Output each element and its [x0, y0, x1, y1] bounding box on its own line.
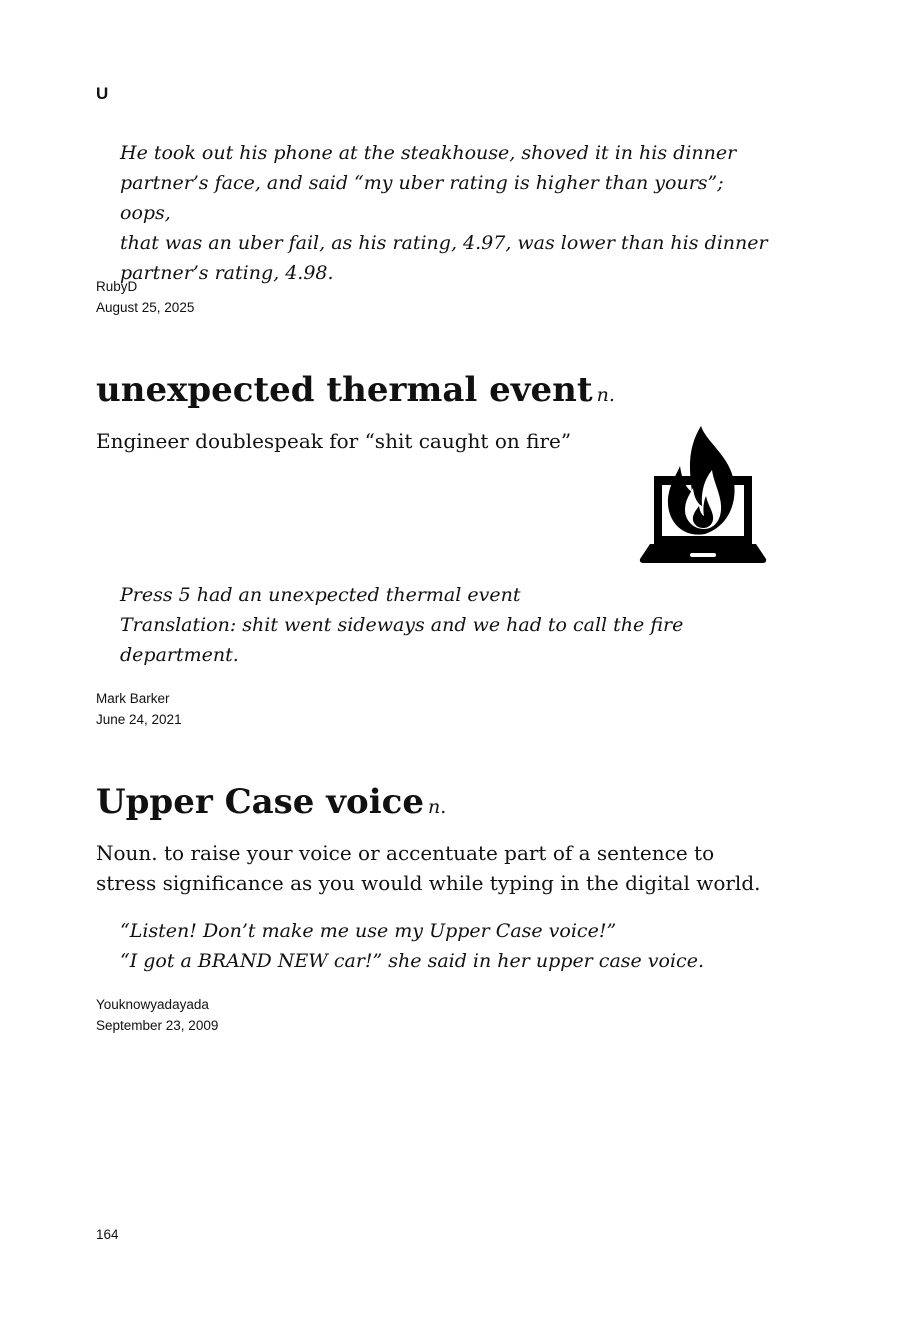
author-name: Youknowyadayada	[96, 997, 209, 1012]
entry-date: June 24, 2021	[96, 712, 182, 727]
entry-credit	[96, 688, 182, 730]
entry-definition: Engineer doublespeak for “shit caught on fire”	[96, 429, 572, 453]
page-number: 164	[96, 1227, 119, 1242]
example-line: “I got a BRAND NEW car!” she said in her upper case voice.	[120, 950, 704, 972]
example-line: Translation: shit went sideways and we had to call the fire	[120, 614, 684, 636]
part-of-speech: n.	[427, 796, 447, 818]
author-name: RubyD	[96, 279, 138, 294]
entry-date: September 23, 2009	[96, 1018, 219, 1033]
entry-example	[120, 916, 780, 976]
example-line: that was an uber fail, as his rating, 4.97, was lower than his dinner	[120, 232, 768, 254]
example-line: department.	[120, 644, 239, 666]
entry-credit	[96, 276, 194, 318]
section-letter: U	[96, 84, 109, 103]
entry-headword	[96, 780, 446, 829]
example-line: Press 5 had an unexpected thermal event	[120, 584, 521, 606]
example-line: “Listen! Don’t make me use my Upper Case voice!”	[120, 920, 617, 942]
headword-text: unexpected thermal event	[96, 370, 593, 410]
part-of-speech: n.	[596, 384, 615, 406]
entry-date: August 25, 2025	[96, 300, 195, 315]
entry-headword	[96, 368, 615, 417]
example-line: partner’s rating, 4.98.	[120, 262, 334, 284]
entry-example	[120, 580, 780, 670]
example-line: He took out his phone at the steakhouse, shoved it in his dinner	[120, 142, 737, 164]
entry-credit	[96, 994, 218, 1036]
example-line: partner’s face, and said “my uber rating is higher than yours”; oops,	[120, 172, 724, 224]
entry-definition: Noun. to raise your voice or accentuate part of a sentence to stress significance as you would while typing in the digital world.	[96, 841, 761, 895]
entry-example	[120, 138, 780, 288]
laptop-fire-icon	[636, 424, 770, 566]
author-name: Mark Barker	[96, 691, 170, 706]
headword-text: Upper Case voice	[96, 782, 424, 822]
